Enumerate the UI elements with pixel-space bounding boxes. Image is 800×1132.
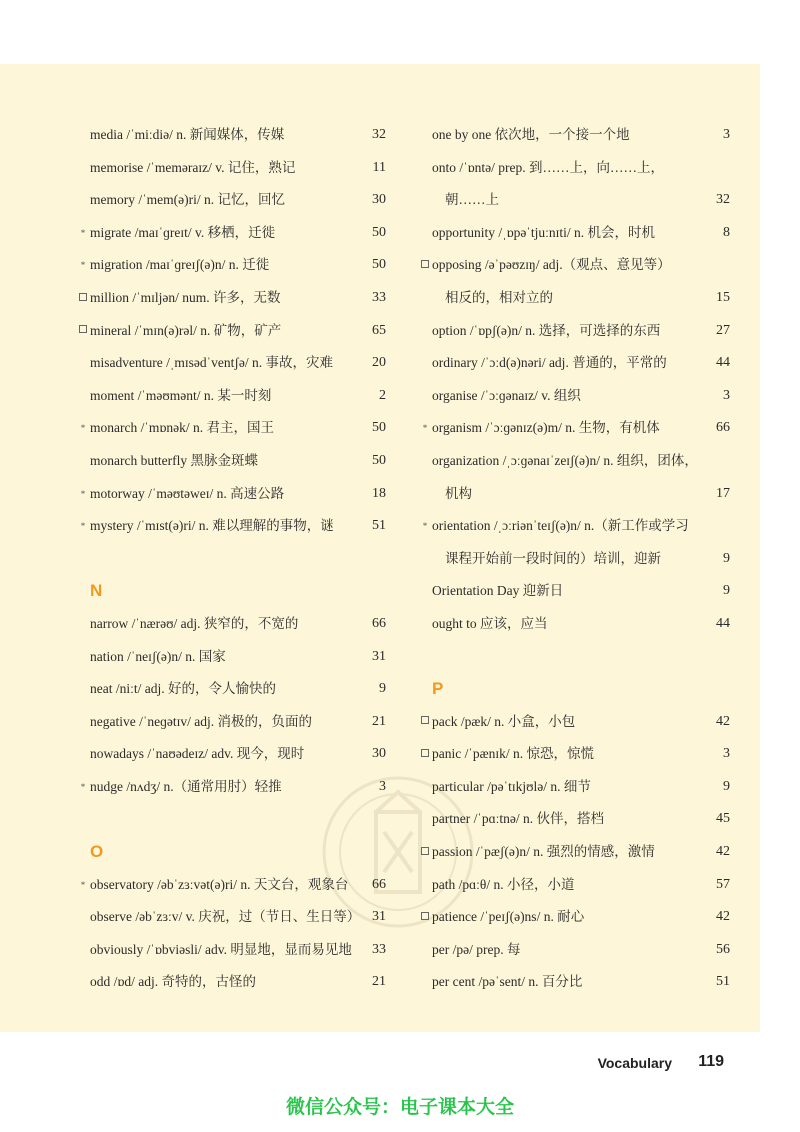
entry-page-number: 42 (716, 713, 730, 729)
vocab-entry (78, 315, 386, 348)
entry-page-number: 50 (372, 257, 386, 273)
square-marker-icon (420, 836, 430, 869)
vocab-entry (78, 901, 386, 934)
vocab-entry (78, 119, 386, 152)
vocab-entry (420, 380, 730, 413)
square-marker-icon (420, 901, 430, 934)
vocab-entry (78, 510, 386, 543)
entry-page-number: 33 (372, 941, 386, 957)
entry-page-number: 18 (372, 485, 386, 501)
entry-text: per /pə/ prep. 每 (432, 941, 521, 957)
vocab-entry (420, 152, 730, 185)
square-marker-icon (420, 738, 430, 771)
entry-text: 课程开始前一段时间的）培训，迎新 (445, 550, 661, 566)
vocab-entry (420, 412, 730, 445)
asterisk-marker-icon: * (80, 227, 86, 238)
vocab-entry-continuation (420, 282, 730, 315)
square-marker-icon (420, 706, 430, 739)
entry-page-number: 9 (723, 550, 730, 566)
entry-text: 相反的，相对立的 (445, 289, 553, 305)
entry-text: onto /ˈɒntə/ prep. 到……上，向……上， (432, 159, 665, 175)
entry-page-number: 44 (716, 355, 730, 371)
entry-text: Orientation Day 迎新日 (432, 583, 564, 599)
entry-text: memory /ˈmem(ə)ri/ n. 记忆，回忆 (90, 192, 285, 208)
entry-text: ought to 应该，应当 (432, 615, 548, 631)
section-gap (78, 543, 386, 576)
asterisk-marker-icon: * (422, 423, 428, 434)
entry-page-number: 21 (372, 713, 386, 729)
vocab-entry (78, 152, 386, 185)
vocab-entry (420, 803, 730, 836)
entry-page-number: 42 (716, 844, 730, 860)
entry-page-number: 65 (372, 322, 386, 338)
left-column (78, 119, 386, 999)
entry-page-number: 66 (716, 420, 730, 436)
entry-text: odd /ɒd/ adj. 奇特的，古怪的 (90, 974, 257, 990)
vocab-entry (78, 869, 386, 902)
entry-page-number: 31 (372, 648, 386, 664)
vocab-entry (78, 706, 386, 739)
entry-page-number: 50 (372, 224, 386, 240)
entry-text: opportunity /ˌɒpəˈtjuːnɪti/ n. 机会，时机 (432, 224, 656, 240)
entry-text: partner /ˈpɑːtnə/ n. 伙伴，搭档 (432, 811, 605, 827)
entry-page-number: 2 (379, 387, 386, 403)
asterisk-marker-icon: * (80, 423, 86, 434)
wechat-watermark: 微信公众号：电子课本大全 (285, 1096, 514, 1118)
entry-page-number: 32 (372, 127, 386, 142)
entry-page-number: 8 (723, 224, 730, 240)
section-letter: P (432, 679, 444, 699)
square-marker-icon (420, 249, 430, 282)
vocab-entry (78, 478, 386, 511)
vocab-entry (420, 347, 730, 380)
entry-page-number: 50 (372, 420, 386, 436)
entry-text: obviously /ˈɒbviəsli/ adv. 明显地，显而易见地 (90, 941, 352, 957)
square-marker-icon (78, 282, 88, 315)
vocab-entry (78, 380, 386, 413)
right-column (420, 119, 730, 999)
entry-text: mystery /ˈmɪst(ə)ri/ n. 难以理解的事物，谜 (90, 518, 334, 534)
entry-page-number: 50 (372, 452, 386, 468)
entry-text: nudge /nʌdʒ/ n.（通常用肘）轻推 (90, 778, 282, 794)
entry-text: narrow /ˈnærəʊ/ adj. 狭窄的，不宽的 (90, 615, 299, 631)
section-letter: N (90, 581, 103, 601)
entry-page-number: 21 (372, 974, 386, 990)
vocab-entry (420, 901, 730, 934)
entry-text: ordinary /ˈɔːd(ə)nəri/ adj. 普通的，平常的 (432, 355, 667, 371)
vocab-entry (420, 836, 730, 869)
vocab-entry (78, 966, 386, 999)
entry-text: option /ˈɒpʃ(ə)n/ n. 选择，可选择的东西 (432, 322, 661, 338)
entry-text: path /pɑːθ/ n. 小径，小道 (432, 876, 575, 892)
entry-page-number: 30 (372, 192, 386, 208)
entry-text: memorise /ˈmeməraɪz/ v. 记住，熟记 (90, 159, 296, 175)
vocab-entry (420, 315, 730, 348)
entry-text: 朝……上 (445, 192, 499, 208)
entry-page-number: 11 (372, 159, 386, 175)
entry-text: pack /pæk/ n. 小盒，小包 (432, 713, 576, 729)
asterisk-marker-icon: * (80, 879, 86, 890)
entry-page-number: 66 (372, 876, 386, 892)
vocab-entry (78, 608, 386, 641)
page-number: 119 (698, 1053, 724, 1070)
vocab-entry-continuation (420, 478, 730, 511)
entry-page-number: 3 (379, 778, 386, 794)
vocab-entry (420, 738, 730, 771)
vocab-entry (78, 217, 386, 250)
entry-text: negative /ˈneɡətɪv/ adj. 消极的，负面的 (90, 713, 312, 729)
entry-page-number: 51 (716, 974, 730, 990)
vocab-entry (78, 934, 386, 967)
vocab-entry (420, 119, 730, 152)
entry-text: migration /maɪˈɡreɪʃ(ə)n/ n. 迁徙 (90, 257, 270, 273)
entry-page-number: 9 (379, 681, 386, 697)
asterisk-marker-icon: * (422, 521, 428, 532)
vocab-entry (420, 869, 730, 902)
vocab-entry (78, 184, 386, 217)
vocab-entry (420, 771, 730, 804)
section-letter: O (90, 842, 104, 862)
entry-page-number: 45 (716, 811, 730, 827)
entry-page-number: 32 (716, 192, 730, 208)
vocab-entry (420, 608, 730, 641)
entry-page-number: 15 (716, 289, 730, 305)
entry-page-number: 51 (372, 518, 386, 534)
entry-page-number: 42 (716, 909, 730, 925)
entry-text: monarch butterfly 黑脉金斑蝶 (90, 452, 258, 468)
vocab-entry-continuation (420, 543, 730, 576)
vocab-entry (420, 510, 730, 543)
entry-page-number: 33 (372, 289, 386, 305)
entry-page-number: 20 (372, 355, 386, 371)
vocab-entry (420, 575, 730, 608)
entry-text: per cent /pəˈsent/ n. 百分比 (432, 974, 583, 990)
entry-page-number: 30 (372, 746, 386, 762)
entry-page-number: 31 (372, 909, 386, 925)
entry-text: migrate /maɪˈɡreɪt/ v. 移栖，迁徙 (90, 224, 276, 240)
square-marker-icon (78, 315, 88, 348)
vocab-entry (78, 412, 386, 445)
entry-page-number: 3 (723, 746, 730, 762)
entry-text: neat /niːt/ adj. 好的，令人愉快的 (90, 681, 276, 697)
entry-text: particular /pəˈtɪkjʊlə/ n. 细节 (432, 778, 591, 794)
vocab-entry (420, 249, 730, 282)
entry-text: patience /ˈpeɪʃ(ə)ns/ n. 耐心 (432, 909, 585, 925)
asterisk-marker-icon: * (80, 260, 86, 271)
entry-text: nation /ˈneɪʃ(ə)n/ n. 国家 (90, 648, 226, 664)
entry-page-number: 57 (716, 876, 730, 892)
vocab-entry (78, 771, 386, 804)
entry-text: mineral /ˈmɪn(ə)rəl/ n. 矿物，矿产 (90, 322, 282, 338)
entry-text: observe /əbˈzɜːv/ v. 庆祝，过（节日、生日等） (90, 909, 361, 925)
section-gap (78, 803, 386, 836)
entry-text: nowadays /ˈnaʊədeɪz/ adv. 现今，现时 (90, 746, 305, 762)
entry-page-number: 3 (723, 387, 730, 403)
entry-page-number: 9 (723, 778, 730, 794)
asterisk-marker-icon: * (80, 781, 86, 792)
vocab-entry (420, 217, 730, 250)
vocab-entry (78, 282, 386, 315)
vocab-entry (78, 445, 386, 478)
entry-text: orientation /ˌɔːriənˈteɪʃ(ə)n/ n.（新工作或学习 (432, 518, 689, 534)
entry-text: organization /ˌɔːɡənaɪˈzeɪʃ(ə)n/ n. 组织，团体， (432, 452, 698, 468)
entry-text: media /ˈmiːdiə/ n. 新闻媒体，传媒 (90, 127, 285, 142)
entry-text: monarch /ˈmɒnək/ n. 君主，国王 (90, 420, 275, 436)
entry-text: moment /ˈməʊmənt/ n. 某一时刻 (90, 387, 272, 403)
entry-text: million /ˈmɪljən/ num. 许多，无数 (90, 289, 281, 305)
vocab-entry (420, 445, 730, 478)
entry-text: motorway /ˈməʊtəweɪ/ n. 高速公路 (90, 485, 285, 501)
footer-section-label: Vocabulary (597, 1055, 672, 1071)
entry-page-number: 3 (723, 127, 730, 142)
entry-text: organism /ˈɔːɡənɪz(ə)m/ n. 生物，有机体 (432, 420, 660, 436)
vocab-entry (78, 738, 386, 771)
entry-page-number: 56 (716, 941, 730, 957)
vocab-entry (78, 673, 386, 706)
section-gap (420, 641, 730, 674)
entry-page-number: 44 (716, 615, 730, 631)
asterisk-marker-icon: * (80, 488, 86, 499)
entry-text: 机构 (445, 485, 472, 501)
entry-text: opposing /əˈpəʊzɪŋ/ adj.（观点、意见等） (432, 257, 671, 273)
vocab-entry (78, 641, 386, 674)
entry-page-number: 66 (372, 615, 386, 631)
entry-page-number: 9 (723, 583, 730, 599)
entry-text: one by one 依次地，一个接一个地 (432, 127, 630, 142)
vocab-entry-continuation (420, 184, 730, 217)
entry-page-number: 27 (716, 322, 730, 338)
vocab-entry (420, 966, 730, 999)
vocab-entry (420, 934, 730, 967)
entry-text: misadventure /ˌmɪsədˈventʃə/ n. 事故，灾难 (90, 355, 333, 371)
entry-text: observatory /əbˈzɜːvət(ə)ri/ n. 天文台，观象台 (90, 876, 349, 892)
entry-text: organise /ˈɔːɡənaɪz/ v. 组织 (432, 387, 581, 403)
vocab-entry (420, 706, 730, 739)
entry-text: panic /ˈpænɪk/ n. 惊恐，惊慌 (432, 746, 594, 762)
asterisk-marker-icon: * (80, 521, 86, 532)
vocab-entry (78, 249, 386, 282)
entry-text: passion /ˈpæʃ(ə)n/ n. 强烈的情感，激情 (432, 844, 655, 860)
vocab-entry (78, 347, 386, 380)
entry-page-number: 17 (716, 485, 730, 501)
